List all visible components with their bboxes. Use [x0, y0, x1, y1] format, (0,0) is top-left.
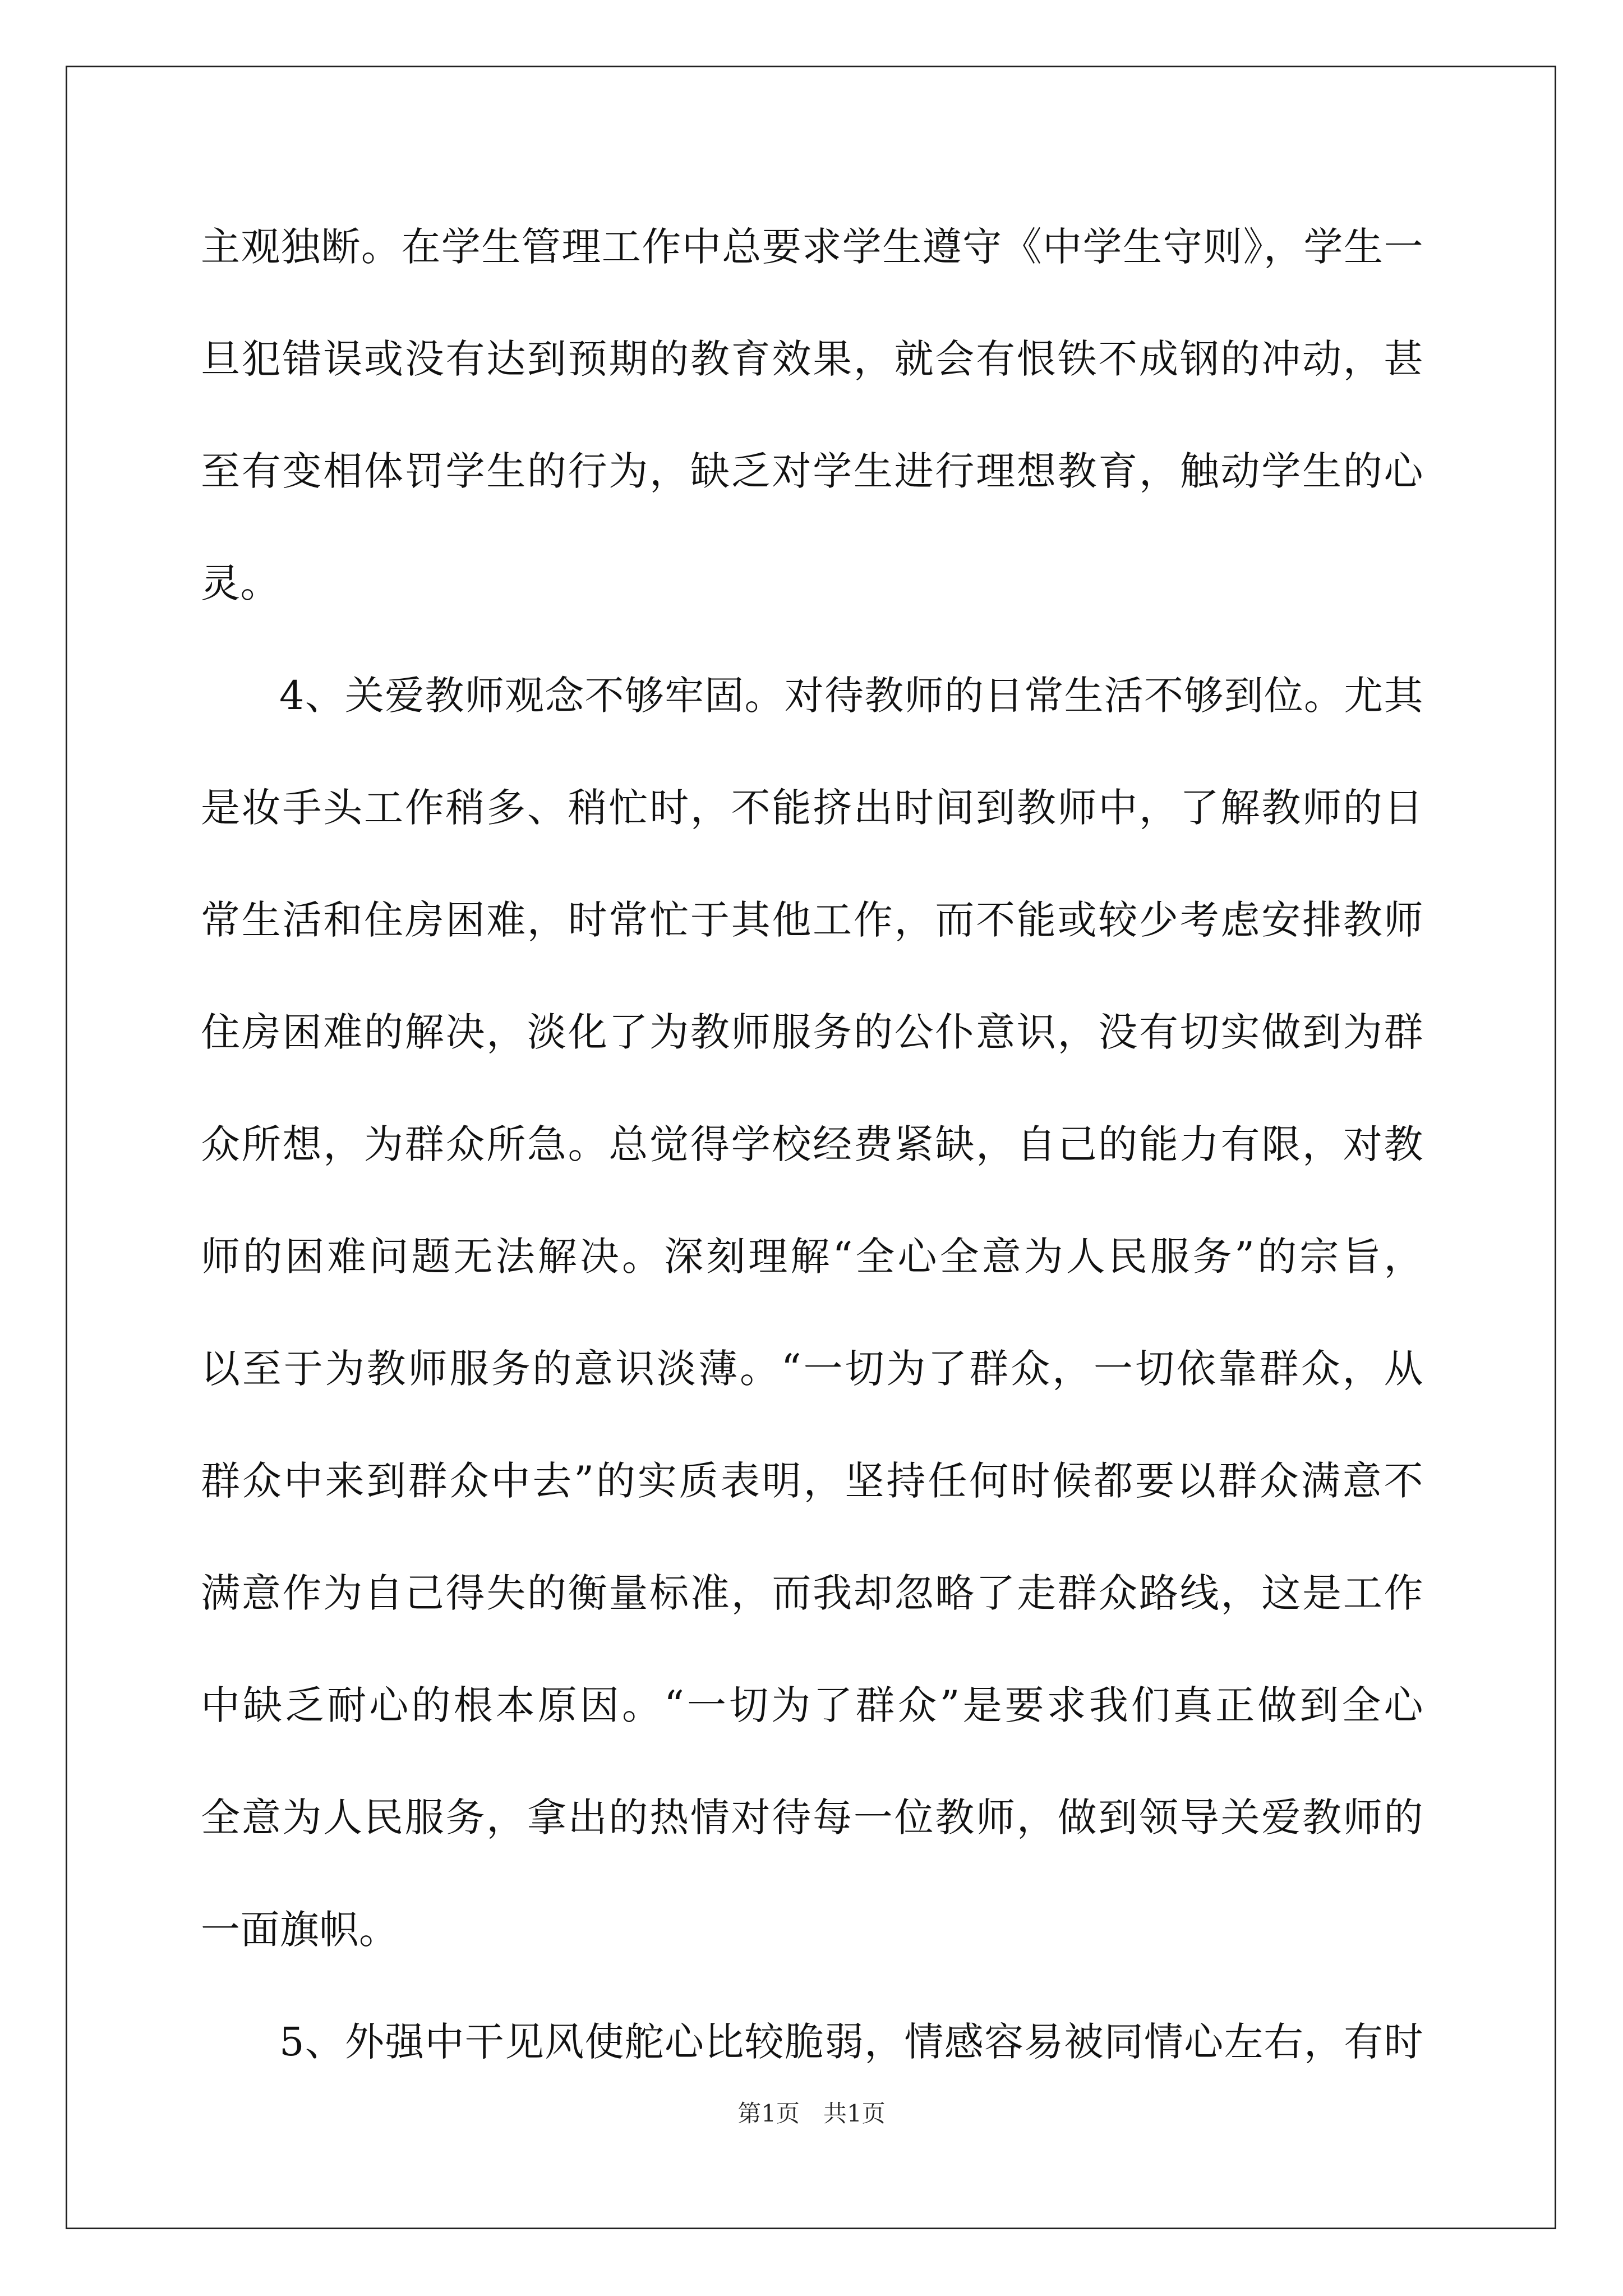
text-line: 旦犯错误或没有达到预期的教育效果，就会有恨铁不成钢的冲动，甚	[201, 336, 1423, 382]
text-line: 主观独断。在学生管理工作中总要求学生遵守《中学生守则》，学生一	[201, 224, 1423, 270]
text-line: 是妆手头工作稍多、稍忙时，不能挤出时间到教师中，了解教师的日	[201, 785, 1423, 831]
text-line: 4、关爱教师观念不够牢固。对待教师的日常生活不够到位。尤其	[279, 673, 1423, 719]
text-line: 师的困难问题无法解决。深刻理解“全心全意为人民服务”的宗旨，	[201, 1234, 1423, 1280]
text-line: 群众中来到群众中去”的实质表明，坚持任何时候都要以群众满意不	[201, 1458, 1423, 1504]
text-line: 众所想，为群众所急。总觉得学校经费紧缺，自己的能力有限，对教	[201, 1121, 1423, 1167]
text-line: 以至于为教师服务的意识淡薄。“一切为了群众，一切依靠群众，从	[201, 1346, 1423, 1392]
document-body	[201, 191, 1423, 2098]
paragraph-continued	[201, 191, 1423, 639]
text-line: 一面旗帜。	[201, 1907, 399, 1953]
page-number-footer: 第1页 共1页	[737, 2100, 886, 2127]
text-line: 5、外强中干见风使舵心比较脆弱，情感容易被同情心左右，有时	[279, 2019, 1423, 2065]
text-line: 全意为人民服务，拿出的热情对待每一位教师，做到领导关爱教师的	[201, 1795, 1423, 1841]
text-line: 住房困难的解决，淡化了为教师服务的公仆意识，没有切实做到为群	[201, 1009, 1423, 1055]
text-line: 满意作为自己得失的衡量标准，而我却忽略了走群众路线，这是工作	[201, 1570, 1423, 1616]
paragraph-5	[201, 1986, 1423, 2098]
text-line: 常生活和住房困难，时常忙于其他工作，而不能或较少考虑安排教师	[201, 897, 1423, 943]
text-line: 灵。	[201, 560, 280, 606]
text-line: 至有变相体罚学生的行为，缺乏对学生进行理想教育，触动学生的心	[201, 448, 1423, 494]
paragraph-4	[201, 639, 1423, 1986]
text-line: 中缺乏耐心的根本原因。“一切为了群众”是要求我们真正做到全心	[201, 1682, 1423, 1728]
